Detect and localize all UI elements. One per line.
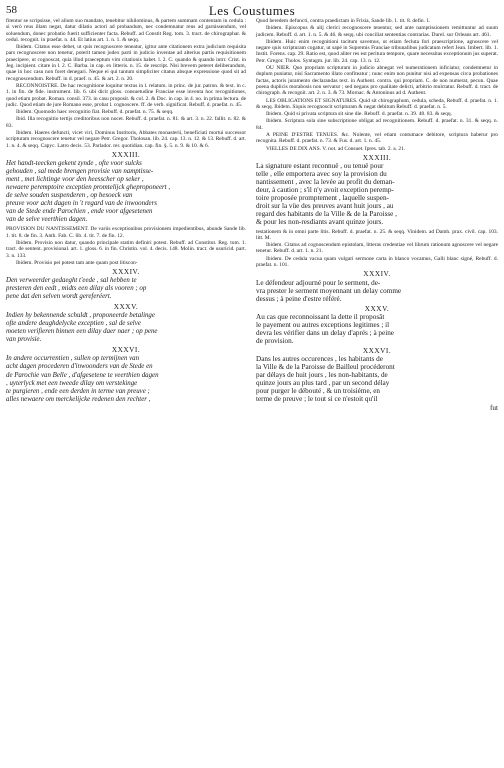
- text-line: alles newaere om merckelijcke redenen den rechter ,: [6, 395, 151, 403]
- article-heading: XXXVI.: [111, 345, 141, 355]
- latin-commentary: Ibidem. Scriptura sola sine subscriptione obligat ad recognitionem. Rebuff. d. praefat. n. 31. & seqq. n. 84.: [256, 118, 498, 131]
- text-line: La signature estant reconnuë , ou tenuë pour: [256, 162, 384, 171]
- text-line: , uyterlyck met een tweede dilay om verstekinge: [6, 379, 138, 387]
- text-line: moeten verifieren binnen een dilay daer naer ; op pene: [6, 328, 158, 336]
- text-line: In andere occurrentien , sullen op termijnen van: [6, 355, 140, 363]
- latin-commentary: Ibidem. Haeres defuncti, vicet viri, Dominus Institoris, Abbates monasterii, beneficiati mortui successor scripturam recognoscere tenetur vel negare Petr. Gregor. Tholosan. lib. 24. cap. 13. n. 12. & 13. Rebuff. d. art. 1. n. 4. & seqq. Capyc. Latro decis. 53. Parlador. rer. quotidian. cap. fin. §. 5. n. 9. & 10. & 6.: [6, 130, 246, 149]
- text-line: Indien hy bekennende schuldt , proponeerde betalinge: [6, 312, 155, 320]
- text-line: ment , met lichtinge voor den heesscher op seker ,: [6, 176, 144, 184]
- text-line: terme de preuve ; le tout si ce n'estoit qu'il: [256, 395, 378, 404]
- text-line: Le défendeur adjourné pour le serment, de-: [256, 278, 381, 287]
- dutch-article-text: [6, 160, 246, 224]
- text-line: la Ville & de la Paroisse de Bailleul procéderont: [256, 363, 395, 372]
- text-line: pour purger le débouté , & un troisiéme, en: [256, 387, 381, 396]
- text-line: preuve voor acht dagen in 't regard van de inwoonders: [6, 200, 157, 208]
- latin-commentary: A PEINE D'ESTRE TENUES. &c. Nolente, vel etiam contumace debitore, scriptura haberur pro recognita. Rebuff. d. praefat. n. 73. & Fus. d. art. 1. n. 45.: [256, 132, 498, 145]
- text-line: & pour les non-resdiants avant quinze jours.: [256, 218, 384, 227]
- text-line: newaere peremptoire exceptien promtelijck gheproponeert ,: [6, 184, 171, 192]
- text-line: dessus ; à peine d'estre référé.: [256, 294, 342, 303]
- page-number: 58: [6, 4, 17, 16]
- article-heading: XXXIV.: [112, 267, 140, 277]
- article-heading: XXXVI.: [362, 346, 392, 356]
- latin-commentary: Ibidem. Quomodo haec recognitio fiat. Rebuff. d. praefat. n. 75. & seqq.: [16, 109, 174, 116]
- text-line: nantissement , avec la levée au profit du deman-: [256, 178, 395, 187]
- left-column: [6, 18, 246, 404]
- text-line: par délays de huit jours , les non-habitants, de: [256, 371, 388, 380]
- text-line: Den verweerder gedaeght t'eede , sal hebben te: [6, 277, 137, 285]
- catchword: fut: [490, 403, 498, 412]
- latin-commentary: PROVISION DU NANTISSEMENT. De variis exceptionibus provisionem impedientibus, abunde Sande lib. 1. tit. 8. de fin. 3. Anth. Fab. C. lib. 4. tit. 7. de fin. 12.: [6, 226, 246, 239]
- latin-commentary: Ibidem. Provisio pei potest tam ante quam post litiscon-: [16, 259, 138, 266]
- latin-commentary: Ibidem. Citatus esse debet, ut quis recognoscere teneatur, igitur ante citationem extra judicium requisita pars recognoscere non tenetur, poterit tamen judex parti in judicio inventae ad alterius partis requisitionem praecipere, ut cognoscat, quia illud praeceptum vim citationis habet. l. 2. C. quando & quando intrr. Crist. in Jeg. incipient. citare in l. 2. C. Barba. in cap. ex litteris. n. 15. de rescript. Nisi brevem peteret deliberandum, quae in hoc casu non foret denegari. Neque ei qui tantum simpliciter citatus absque expressione quod sit ad recognoscendum. Rebuff. in d. praef. n. 45. & art. 2. n. 20.: [6, 44, 246, 82]
- latin-commentary: fitentur se scripsisse, vel alium suo mandato, tenebitur nihilominus, & partem summam contentam in cedula : si verò reus illam negat, datur dilatio actori ad probandum, nec condemnatur reus ad garnissendum, vel soluendum, donec probatio fuerit sufficienter facta. Rebuff. ad Constit Reg. tom. 3. tract. de chirographar. & cedul. recognit. in praefat. n. 44. Et latius art. 1. n. 1. & seqq.: [6, 18, 246, 43]
- text-line: Au cas que reconnoissant la dette il proposât: [256, 312, 385, 321]
- latin-commentary: Ibidem. Huic enim recognitioni tacitum savemus, ut etiam fecluta fori praescriptione, agnoscere vel negare quis scripturam cogatur, ut sapé in Supremis Franciae tribunalibus judicatum refert Jean. Imbert. lib. 1. Instit. Forens. cap. 29. Ratio est, quod aliter res est peritura tempore, quare necessitas exceptionum jus superat. Petr. Gregor. Tholos. Syntagm. jur. lib. 24. cap. 13. n. 12.: [256, 38, 498, 64]
- latin-commentary: testationem & in omni parte litis. Rebuff. d. praefat. n. 25. & seqq. Vinidem. ad Damh. prax. civil. cap. 103. litt. M.: [256, 228, 498, 241]
- text-line: toire proposée promptement , laquelle suspen-: [256, 194, 389, 203]
- text-line: regard des habitants de la Ville & de la Paroisse ,: [256, 210, 397, 219]
- text-line: vra prester le serment moyennant un delay comme: [256, 286, 402, 295]
- latin-commentary: RECONNOISTRE. De hac recognitione loquitur textus in l. relatum. in princ. de jur. patron. & text. in c. 1. in fin. de fide. instrument. lib. 6. ubi dicit gloss. consuetudine Franciae esse inventa hoc recognitiones, quod etiam probat. Roman. consil. 373. in casu proposit. & col. 2. & Doc. in cap. in 4. no. in prima lectura. de judic. Quod etiam de jure Romano esse, probat l. cognoscere. ff. de verb. significat. Rebuff. d. praefat. n. 45.: [6, 82, 246, 108]
- text-line: Dans les autres occurences , les habitants de: [256, 355, 383, 364]
- text-line: de provision.: [256, 336, 294, 345]
- text-line: te purgieren , ende een derden in terme van preuve ;: [6, 387, 150, 395]
- text-line: acht dagen procederen d'inwoonders van de Stede en: [6, 363, 153, 371]
- text-line: de selve souden suspenderen , op besoeck van: [6, 192, 133, 200]
- article-heading: XXXIII.: [111, 149, 141, 159]
- latin-commentary: VIELLES DE DIX ANS. V. not. ad Consuet. Ipres. tab. 2. a. 21.: [266, 145, 406, 152]
- latin-commentary: LES OBLIGATIONS ET SIGNATURES. Quid sit chirographum, cedula, scheda, Rebuff. d. praefat. n. 1. & seqq. Ibidem. Siquis recognoscit scripturam & negat debitum Rebuff. d. praefat. n. 5.: [256, 97, 498, 110]
- text-line: van de selve veerthien dagen.: [6, 216, 88, 224]
- text-line: droit sur la vüe des preuves avant huit jours , au: [256, 202, 394, 211]
- text-line: van provisie.: [6, 336, 42, 344]
- latin-commentary: Ibidem. Quid si privata scriptura sit sine die. Rebuff. d. praefat. n. 39. 48. 83. & seqq.: [266, 111, 452, 118]
- article-heading: XXXIII.: [362, 152, 392, 162]
- text-line: quinze jours au plus tard , par un second délay: [256, 379, 390, 388]
- text-line: pene dat den selven wordt gereferéert.: [6, 293, 112, 301]
- text-line: Het handt-teecken gekent zynde , ofte voor sulcks: [6, 159, 142, 167]
- text-line: devra les vérifier dans un delay d'aprés ; à peine: [256, 328, 394, 337]
- running-title: Les Coustumes: [208, 3, 296, 18]
- latin-commentary: OU NIER. Quo propriam scripturam in judicio abnegat vel numerationem inficiatur, condemnetur in duplum puniatur, nisi Sacramento illato confiteatur ; nunc enim non punitur nisi ad expensas circa probationes factas, actoris juramento declarandas text. in Authent. contra. qui propriam. C. de non numerat, pecun. Quae poena duplicis morabosis non servatur ; sed negans pro qualitate delicti, arbitrio mulctatur. Rebuff. d. tract. de chirograph. & recognit. art. 2. n. 3. & 73. Mornac. & Antoninus ad d. Authent.: [256, 65, 498, 97]
- article-heading: XXXV.: [113, 302, 139, 312]
- text-line: le payement ou autres exceptions legitimes ; il: [256, 320, 390, 329]
- text-line: de Parochie van Belle , d'afgesetene te veerthien dagen: [6, 371, 159, 379]
- article-heading: XXXV.: [364, 303, 390, 313]
- latin-commentary: Ibid. Illa recognitio tertijs creditoribus non nocet. Rebuff. d. praefat. n. 81. & art. 3. n. 22. fallit. n. 82. & 83.: [6, 116, 246, 129]
- text-line: presteren den eedt , midts een dilay als vooren ; op: [6, 285, 147, 293]
- latin-commentary: Quod heredem defuncti, contra praedictam in Frisia, Sande lib. 1. tit. 8. defin. 1.: [256, 18, 431, 24]
- text-line: deur, à caution ; s'il n'y avoit exception peremp-: [256, 186, 394, 195]
- latin-commentary: Ibidem. De cedula vacua quam vulgari sermone carta in blanco vocamus, Galli blanc signé, Rebuff. d. praefat. n. 101.: [256, 255, 498, 268]
- latin-commentary: Ibidem. Provisio non datur, quando principale statim definiri potest. Rebuff. ad Constitut. Reg. tom. 1. tract. de sentent. provisional. art. 1. gloss. 6. in fin. Christin. vol. 4. decis. 148. Molin. tract. de usuricid. part. 3. n. 133.: [6, 239, 246, 259]
- text-line: gehouden , sal mede brengen provisie van namptisse-: [6, 167, 154, 175]
- right-column: [256, 18, 498, 412]
- latin-commentary: Ibidem. Episcopus & alij clerici recognoscere tenentur, sed ante namptissionem remittuntur ad suum judicem. Rebuff. d. art. 1. n. 5. & 46. & seqq. ubi conciliat sententias contrarias. Durel. sur Orleans art. 461.: [256, 25, 498, 38]
- article-heading: XXXIV.: [363, 269, 391, 279]
- french-article-text: [256, 162, 498, 226]
- text-line: telle , elle emportera avec soy la provision du: [256, 170, 387, 179]
- text-line: van de Stede ende Parochien , ende voor afgesetenen: [6, 208, 153, 216]
- latin-commentary: Ibidem. Citatus ad cognoscendum epistolam, litteras credentiae vel librum rationum agnoscere vel negare tenetur. Rebuff. d. art. 1. n. 21.: [256, 242, 498, 255]
- text-line: ofte andere deughdelycke exceptien , sal de selve: [6, 320, 141, 328]
- page-header: [6, 4, 498, 18]
